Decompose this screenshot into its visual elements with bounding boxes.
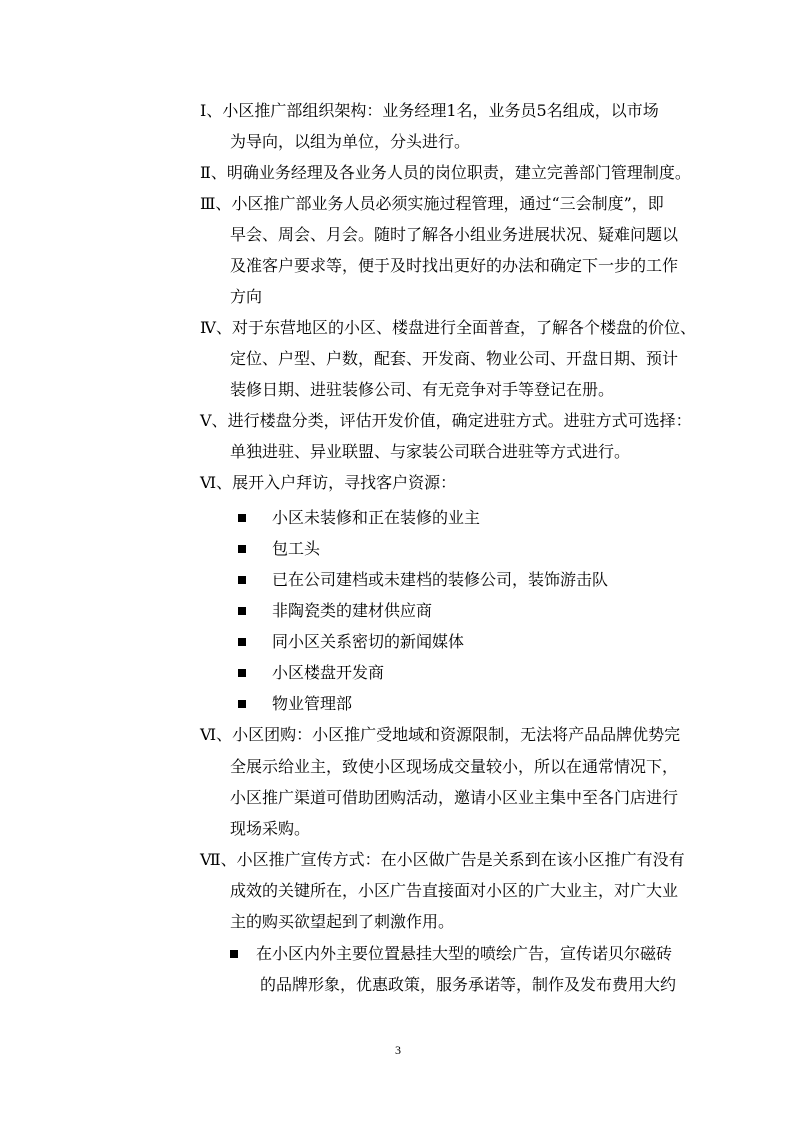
item-1-marker: Ⅰ、 xyxy=(200,101,223,120)
item-2-line-1 xyxy=(200,163,691,183)
item-7-text-line-3: 小区推广渠道可借助团购活动，邀请小区业主集中至各门店进行 xyxy=(230,788,679,807)
visit-target-item: 小区楼盘开发商 xyxy=(272,663,385,682)
square-bullet-icon xyxy=(238,669,246,677)
square-bullet-icon xyxy=(238,638,246,646)
item-3-text-line-4: 方向 xyxy=(230,287,263,306)
item-7-line-1 xyxy=(200,725,680,745)
item-6-marker: Ⅵ、 xyxy=(200,473,233,492)
item-2-text-line-1: 明确业务经理及各业务人员的岗位职责，建立完善部门管理制度。 xyxy=(226,163,691,182)
item-3-text-line-3: 及准客户要求等，便于及时找出更好的办法和确定下一步的工作 xyxy=(230,256,679,275)
visit-target-item: 同小区关系密切的新闻媒体 xyxy=(272,632,465,651)
item-1-text-line-1: 小区推广部组织架构：业务经理1名，业务员5名组成，以市场 xyxy=(222,101,659,120)
item-6-text-line-1: 展开入户拜访，寻找客户资源： xyxy=(232,473,457,492)
ad-bullet-line-1: 在小区内外主要位置悬挂大型的喷绘广告，宣传诺贝尔磁砖 xyxy=(256,944,673,963)
square-bullet-icon xyxy=(238,576,246,584)
visit-target-item: 包工头 xyxy=(272,539,321,558)
item-7-text-line-1: 小区团购：小区推广受地域和资源限制，无法将产品品牌优势完 xyxy=(232,725,681,744)
visit-target-item: 物业管理部 xyxy=(272,694,353,713)
page-number: 3 xyxy=(395,1043,401,1057)
square-bullet-icon xyxy=(238,607,246,615)
item-4-text-line-1: 对于东营地区的小区、楼盘进行全面普查，了解各个楼盘的价位、 xyxy=(232,318,697,337)
square-bullet-icon xyxy=(238,514,246,522)
visit-target-item: 已在公司建档或未建档的装修公司，装饰游击队 xyxy=(272,570,609,589)
visit-target-item: 小区未装修和正在装修的业主 xyxy=(272,508,481,527)
visit-target-item: 非陶瓷类的建材供应商 xyxy=(272,601,433,620)
item-8-text-line-1: 小区推广宣传方式：在小区做广告是关系到在该小区推广有没有 xyxy=(236,850,685,869)
item-4-text-line-2: 定位、户型、户数，配套、开发商、物业公司、开盘日期、预计 xyxy=(230,349,679,368)
item-5-text-line-2: 单独进驻、异业联盟、与家装公司联合进驻等方式进行。 xyxy=(230,442,631,461)
item-5-line-1 xyxy=(200,411,692,431)
item-6-line-1 xyxy=(200,473,456,493)
square-bullet-icon xyxy=(230,950,238,958)
item-8-text-line-2: 成效的关键所在，小区广告直接面对小区的广大业主，对广大业 xyxy=(230,881,679,900)
item-4-line-1 xyxy=(200,318,696,338)
item-8-line-1 xyxy=(200,850,685,870)
item-1-text-line-2: 为导向，以组为单位，分头进行。 xyxy=(230,132,471,151)
square-bullet-icon xyxy=(238,700,246,708)
item-5-text-line-1: 进行楼盘分类，评估开发价值，确定进驻方式。进驻方式可选择： xyxy=(227,411,692,430)
square-bullet-icon xyxy=(238,545,246,553)
item-1-line-1 xyxy=(200,101,659,121)
item-4-marker: Ⅳ、 xyxy=(200,318,232,337)
item-4-text-line-3: 装修日期、进驻装修公司、有无竞争对手等登记在册。 xyxy=(230,380,615,399)
item-3-line-1 xyxy=(200,194,664,214)
item-8-text-line-3: 主的购买欲望起到了刺激作用。 xyxy=(230,912,455,931)
item-2-marker: Ⅱ、 xyxy=(200,163,227,182)
item-7-marker: Ⅵ、 xyxy=(200,725,233,744)
ad-bullet-line-2: 的品牌形象，优惠政策，服务承诺等，制作及发布费用大约 xyxy=(260,975,677,994)
item-3-text-line-2: 早会、周会、月会。随时了解各小组业务进展状况、疑难问题以 xyxy=(230,225,679,244)
item-7-text-line-4: 现场采购。 xyxy=(230,819,311,838)
item-3-marker: Ⅲ、 xyxy=(200,194,232,213)
item-3-text-line-1: 小区推广部业务人员必须实施过程管理，通过“三会制度”，即 xyxy=(231,194,664,213)
item-7-text-line-2: 全展示给业主，致使小区现场成交量较小，所以在通常情况下， xyxy=(230,757,679,776)
item-8-marker: Ⅶ、 xyxy=(200,850,237,869)
item-5-marker: Ⅴ、 xyxy=(200,411,228,430)
